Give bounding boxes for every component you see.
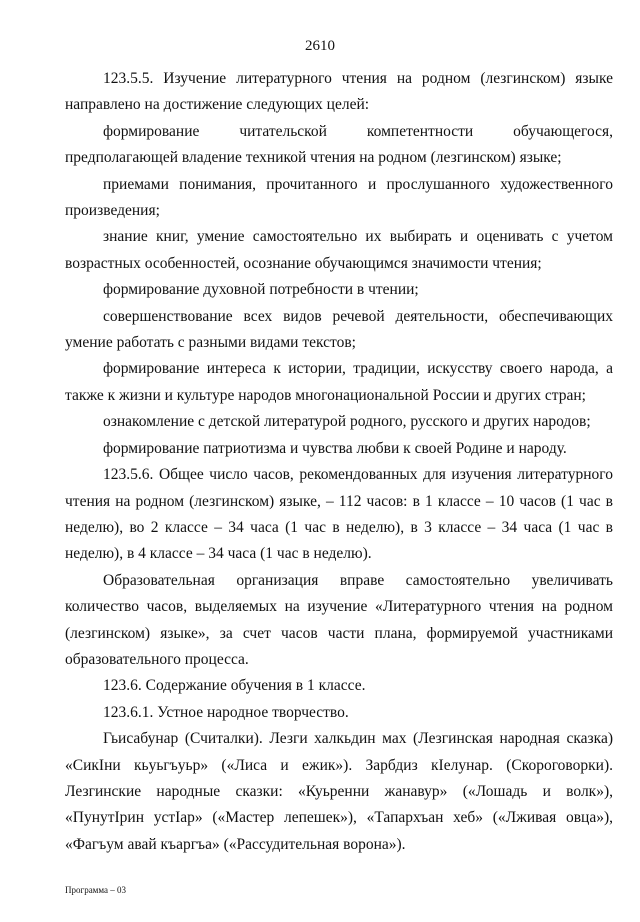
section-heading-grade-1: 123.6. Содержание обучения в 1 классе. — [103, 677, 366, 695]
paragraph-patriotism: формирование патриотизма и чувства любви к своей Родине и народу. — [103, 439, 567, 457]
paragraph-folk-tales: Гьисабунар (Считалки). Лезги халкьдин мах (Лезгинская народная сказка) «СикIни кьуьгъуьр» («Лиса и ежик»). Зарбдиз кIелунар. (Скороговорки). Лезгинские народные сказки: «Куьренни жанавур» («Лошадь и волк»), «ПунутIрин устIар» («Мастер лепешек»), «Тапархъан хеб» («Лживая овца»), «Фагъум авай къаргъа» («Рассудительная ворона»). — [65, 730, 613, 853]
footer-program-label: Программа – 03 — [65, 885, 127, 895]
paragraph-hours: 123.5.6. Общее число часов, рекомендованных для изучения литературного чтения на родном (лезгинском) языке, – 112 часов: в 1 классе – 10 часов (1 час в неделю), во 2 классе – 34 часа (1 час в неделю), в 3 классе – 34 часа (1 час в неделю), в 4 классе – 34 часа (1 час в неделю). — [65, 466, 613, 563]
paragraph-book-knowledge: знание книг, умение самостоятельно их выбирать и оценивать с учетом возрастных особенностей, осознание обучающимся значимости чтения; — [65, 228, 613, 272]
paragraph-childrens-literature: ознакомление с детской литературой родного, русского и других народов; — [103, 413, 591, 431]
paragraph-organization-rights: Образовательная организация вправе самостоятельно увеличивать количество часов, выделяемых на изучение «Литературного чтения на родном (лезгинском) языке», за счет часов части плана, формируемой участниками образовательного процесса. — [65, 571, 613, 668]
paragraph-goals-intro: 123.5.5. Изучение литературного чтения на родном (лезгинском) языке направлено на достижение следующих целей: — [65, 70, 613, 114]
paragraph-interest-history: формирование интереса к истории, традиции, искусству своего народа, а также к жизни и культуре народов многонациональной России и других стран; — [65, 360, 613, 404]
paragraph-reading-competence: формирование читательской компетентности обучающегося, предполагающей владение техникой чтения на родном (лезгинском) языке; — [65, 122, 613, 167]
paragraph-understanding: приемами понимания, прочитанного и прослушанного художественного произведения; — [65, 175, 613, 220]
subsection-heading-folklore: 123.6.1. Устное народное творчество. — [103, 703, 349, 721]
paragraph-spiritual-need: формирование духовной потребности в чтении; — [103, 281, 419, 299]
page-body — [65, 66, 613, 858]
page-number: 2610 — [305, 38, 335, 54]
paragraph-speech-activity: совершенствование всех видов речевой деятельности, обеспечивающих умение работать с разными видами текстов; — [65, 307, 613, 352]
